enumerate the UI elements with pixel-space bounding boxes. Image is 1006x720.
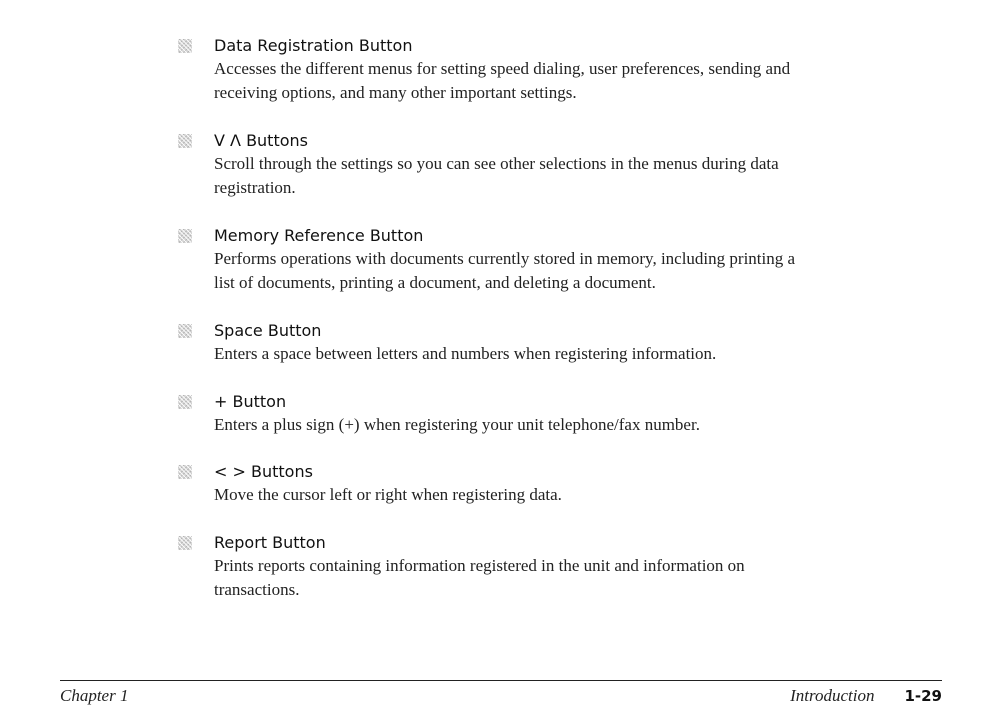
- entry-cursor-buttons: [178, 461, 562, 507]
- entry-description-line: transactions.: [214, 580, 300, 599]
- entry-heading: Data Registration Button: [214, 36, 413, 55]
- square-bullet-icon: [178, 536, 192, 550]
- square-bullet-icon: [178, 324, 192, 338]
- entry-description-line: Enters a space between letters and numbers when registering information.: [214, 344, 717, 363]
- entry-heading: Memory Reference Button: [214, 226, 424, 245]
- entry-description-line: Accesses the different menus for setting speed dialing, user preferences, sending and: [214, 59, 791, 78]
- entry-heading: Report Button: [214, 533, 326, 552]
- entry-description-line: receiving options, and many other important settings.: [214, 83, 577, 102]
- square-bullet-icon: [178, 229, 192, 243]
- entry-data-registration: [178, 35, 790, 105]
- entry-scroll-buttons: [178, 130, 779, 200]
- page-number: 1-29: [904, 687, 942, 705]
- entry-description-line: list of documents, printing a document, and deleting a document.: [214, 273, 656, 292]
- entry-report: [178, 532, 745, 602]
- entry-description-line: Move the cursor left or right when registering data.: [214, 485, 562, 504]
- entry-space: [178, 320, 716, 366]
- entry-description-line: Scroll through the settings so you can see other selections in the menus during data: [214, 154, 779, 173]
- square-bullet-icon: [178, 465, 192, 479]
- entry-description-line: registration.: [214, 178, 296, 197]
- entry-heading: V Λ Buttons: [214, 131, 308, 150]
- entry-plus: [178, 391, 700, 437]
- square-bullet-icon: [178, 395, 192, 409]
- entry-description-line: Performs operations with documents currently stored in memory, including printing a: [214, 249, 796, 268]
- entry-memory-reference: [178, 225, 795, 295]
- footer-chapter: Chapter 1: [60, 686, 129, 705]
- footer-right-group: [790, 686, 942, 706]
- entry-heading: + Button: [214, 392, 287, 411]
- entry-description-line: Enters a plus sign (+) when registering your unit telephone/fax number.: [214, 415, 700, 434]
- square-bullet-icon: [178, 134, 192, 148]
- entry-description-line: Prints reports containing information registered in the unit and information on: [214, 556, 745, 575]
- footer-section-title: Introduction: [790, 686, 875, 705]
- entry-heading: Space Button: [214, 321, 322, 340]
- square-bullet-icon: [178, 39, 192, 53]
- footer-divider: [60, 680, 942, 681]
- entry-heading: < > Buttons: [214, 462, 313, 481]
